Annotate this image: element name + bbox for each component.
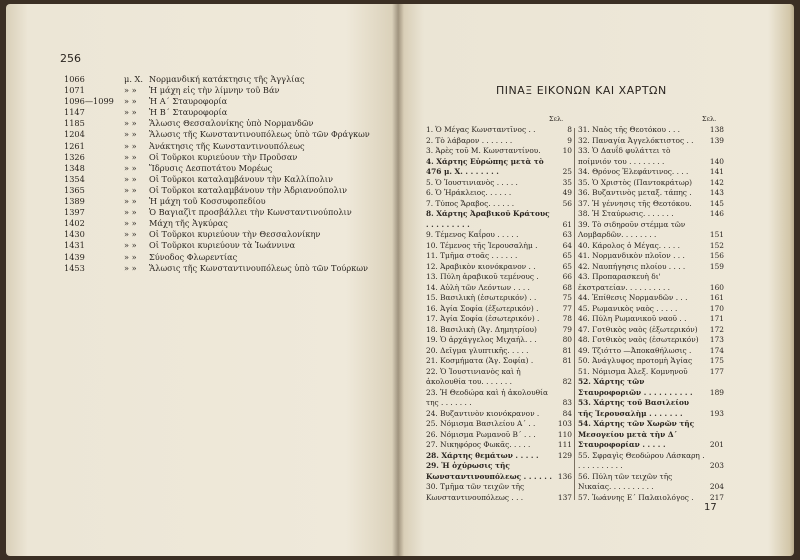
index-entry-page: 68 [562, 282, 572, 292]
index-column-2 [578, 125, 724, 503]
chronology-era: » » [124, 229, 137, 240]
chronology-year: 1147 [64, 107, 85, 118]
index-entry-title: 20. Δεῖγμα γλυπτικῆς. . . . . [426, 345, 529, 355]
index-entry [578, 188, 724, 199]
index-entry [578, 451, 724, 472]
index-entry-page: 10 [562, 146, 572, 155]
index-entry-title: 8. Χάρτης Ἀραβικοῦ Κράτους . . . . . . . . . [426, 209, 550, 229]
index-entry-page: 82 [562, 377, 572, 386]
index-entry-page: 137 [557, 492, 572, 502]
index-entry-title: 48. Γοτθικὸς ναὸς (ἐσωτερικόν) [578, 335, 699, 344]
index-entry-title: 23. Ἡ Θεοδώρα καὶ ἡ ἀκολουθία της . . . . . . . [426, 387, 548, 407]
chronology-era: » » [124, 140, 137, 151]
index-entry-page: 81 [562, 345, 572, 355]
index-entry-title: 32. Παναγία Ἀγγελόκτιστος . . [578, 135, 694, 145]
index-entry-page: 83 [562, 398, 572, 407]
index-entry-page: 65 [562, 251, 572, 260]
index-entry-title: 28. Χάρτης θεμάτων . . . . . [426, 450, 539, 460]
index-entry [578, 146, 724, 167]
chronology-event: Ἡ Α΄ Σταυροφορία [149, 96, 228, 107]
chronology-year: 1402 [64, 218, 85, 229]
index-entry-page: 204 [709, 482, 724, 491]
index-entry [426, 157, 572, 178]
index-entry [426, 272, 572, 283]
chronology-era: » » [124, 162, 137, 173]
index-entry [578, 472, 724, 493]
index-entry-title: 1. Ὁ Μέγας Κωνσταντῖνος . . [426, 125, 536, 134]
index-entry [426, 430, 572, 441]
chronology-year: 1431 [64, 240, 85, 251]
index-entry-page: 170 [709, 303, 724, 313]
index-entry-page: 129 [557, 450, 572, 460]
index-entry-title: 40. Κάρολος ὁ Μέγας. . . . . [578, 240, 680, 250]
index-entry [426, 325, 572, 336]
index-entry-title: 5. Ὁ Ἰουστινιανὸς . . . . . [426, 177, 518, 187]
chronology-event: Σύνοδος Φλωρεντίας [149, 251, 238, 262]
chronology-year: 1453 [64, 262, 85, 273]
index-entry-page: 177 [709, 366, 724, 376]
chronology-era: » » [124, 107, 137, 118]
chronology-year: 1204 [64, 129, 85, 140]
chronology-row [64, 152, 384, 163]
index-entry-page: 161 [709, 293, 724, 302]
index-entry-title: 52. Χάρτης τῶν Σταυροφοριῶν . . . . . . . . . . [578, 377, 693, 397]
chronology-year: 1430 [64, 229, 85, 240]
index-entry-title: 49. Τζιόττο —Ἀποκαθήλωσις . [578, 345, 692, 355]
index-entry-title: 44. Ἐπίθεσις Νορμανδῶν . . . [578, 293, 688, 302]
index-entry-title: 37. Ἡ γέννησις τῆς Θεοτόκου. [578, 198, 692, 208]
index-entry [578, 136, 724, 147]
index-entry-page: 171 [709, 314, 724, 323]
chronology-year: 1071 [64, 85, 85, 96]
index-entry [426, 356, 572, 367]
index-entry-page: 217 [709, 492, 724, 502]
left-page-number: 256 [60, 52, 81, 65]
index-entry-page: 156 [709, 251, 724, 260]
index-entry-title: 38. Ἡ Σταύρωσις. . . . . . . [578, 209, 674, 218]
index-entry-title: 45. Ρωμανικὸς ναὸς . . . . . [578, 303, 678, 313]
index-entry-title: 51. Νόμισμα Ἀλεξ. Κομνηνοῦ [578, 366, 688, 376]
index-entry-title: 50. Ἀνάγλυφος προτομὴ Ἁγίας [578, 356, 693, 365]
chronology-row [64, 240, 384, 251]
chronology-era: » » [124, 173, 137, 184]
index-entry-page: 139 [709, 135, 724, 145]
index-entry-title: 22. Ὁ Ἰουστινιανὸς καὶ ἡ ἀκολουθία του. . . . . . . [426, 366, 521, 386]
index-entry-title: 9. Τέμενος Καΐρου . . . . . [426, 230, 519, 239]
index-entry [578, 325, 724, 336]
chronology-row [64, 129, 384, 140]
index-entry-page: 111 [557, 440, 572, 449]
index-entry-title: 24. Βυζαντινὸν κιονόκρανον . [426, 408, 540, 418]
index-entry [578, 125, 724, 136]
chronology-row [64, 141, 384, 152]
index-entry [426, 209, 572, 230]
index-entry-title: 4. Χάρτης Εὐρώπης μετὰ τὸ 476 μ. Χ. . . . . . . . [426, 156, 544, 176]
chronology-row [64, 196, 384, 207]
index-entry-title: 36. Βυζαντινὸς μεταξ. τάπης . [578, 188, 692, 197]
index-entry-title: 6. Ὁ Ἡράκλειος. . . . . . [426, 188, 512, 197]
index-entry [426, 283, 572, 294]
col1-header: Σελ. [549, 115, 564, 123]
chronology-year: 1096—1099 [64, 96, 114, 107]
index-entry-title: 26. Νόμισμα Ρωμανοῦ Β΄ . . . [426, 429, 536, 439]
index-entry [578, 209, 724, 220]
index-entry [426, 199, 572, 210]
chronology-row [64, 118, 384, 129]
index-entry-page: 110 [557, 429, 572, 439]
book-gutter [392, 4, 404, 556]
chronology-era: » » [124, 218, 137, 229]
index-entry-title: 13. Πύλη ἀραβικοῦ τεμένους . [426, 272, 539, 281]
index-entry-page: 66 [562, 272, 572, 281]
chronology-event: Ὁ Βαγιαζὶτ προσβάλλει τὴν Κωνσταντινούπολιν [149, 207, 352, 218]
index-entry-page: 201 [709, 440, 724, 449]
index-entry [578, 493, 724, 504]
open-book [6, 4, 794, 556]
index-entry-title: 15. Βασιλικὴ (ἐσωτερικόν) . . [426, 293, 537, 302]
index-entry-page: 84 [562, 408, 572, 418]
index-entry-page: 103 [557, 419, 572, 428]
index-entry-title: 14. Αὐλὴ τῶν Λεόντων . . . . [426, 282, 530, 292]
index-entry-title: 25. Νόμισμα Βασιλείου Α΄ . . [426, 419, 536, 428]
index-entry-page: 75 [562, 293, 572, 302]
chronology-row [64, 207, 384, 218]
index-entry-title: 53. Χάρτης τοῦ Βασιλείου τῆς Ἱερουσαλὴμ . . . . . . . [578, 398, 690, 418]
index-entry [426, 482, 572, 503]
index-entry [426, 314, 572, 325]
index-entry [426, 262, 572, 273]
index-entry-page: 142 [709, 177, 724, 187]
index-entry-page: 203 [709, 461, 724, 470]
chronology-event: Νορμανδική κατάκτησις τῆς Ἀγγλίας [149, 74, 305, 84]
chronology-list [64, 74, 384, 274]
index-entry-page: 63 [562, 230, 572, 239]
chronology-era: » » [124, 251, 137, 262]
index-entry [426, 419, 572, 430]
index-entry [426, 335, 572, 346]
chronology-era: » » [124, 207, 137, 218]
index-entry-page: 172 [709, 324, 724, 334]
index-entry-title: 31. Ναὸς τῆς Θεοτόκου . . . [578, 125, 681, 134]
index-entry [426, 346, 572, 357]
chronology-year: 1365 [64, 184, 85, 195]
chronology-era: » » [124, 85, 137, 96]
chronology-era: » » [124, 118, 137, 129]
index-entry-page: 35 [562, 177, 572, 187]
index-entry-page: 56 [562, 198, 572, 208]
chronology-row [64, 185, 384, 196]
index-entry-title: 30. Τμῆμα τῶν τειχῶν τῆς Κωνσταντινουπόλεως . . . [426, 482, 525, 502]
index-entry [578, 220, 724, 241]
index-entry-title: 29. Ἡ ὀχύρωσις τῆς Κωνσταντινουπόλεως . . . . . . [426, 461, 552, 481]
chronology-year: 1348 [64, 162, 85, 173]
chronology-event: Ἡ μάχη τοῦ Κοσσυφοπεδίου [149, 196, 266, 207]
chronology-row [64, 263, 384, 274]
chronology-event: Οἱ Τοῦρκοι καταλαμβάνουν τὴν Ἀδριανούπολιν [149, 184, 348, 195]
index-entry-page: 81 [562, 356, 572, 365]
index-entry-title: 54. Χάρτης τῶν Χωρῶν τῆς Μεσογείου μετὰ τὴν Δ΄ Σταυροφορίαν . . . . . [578, 419, 695, 449]
chronology-row [64, 174, 384, 185]
index-entry-title: 43. Προπαρασκευὴ δι' ἐκστρατείαν. . . . . . . . . . [578, 272, 670, 292]
index-entry-page: 25 [562, 167, 572, 176]
index-column-1 [426, 125, 572, 503]
index-entry [578, 346, 724, 357]
index-entry-title: 18. Βασιλικὴ (Ἁγ. Δημητρίου) [426, 324, 537, 334]
index-entry [426, 451, 572, 462]
chronology-row [64, 163, 384, 174]
chronology-event: Ἀνάκτησις τῆς Κωνσταντινουπόλεως [149, 140, 305, 151]
index-entry [426, 440, 572, 451]
chronology-row [64, 96, 384, 107]
index-entry [426, 188, 572, 199]
chronology-year: 1261 [64, 140, 85, 151]
index-entry-title: 2. Τὸ λάβαρον . . . . . . . [426, 135, 513, 145]
index-entry-title: 33. Ὁ Δαυΐδ φυλάττει τὸ ποίμνιόν του . . . . . . . . [578, 146, 671, 166]
index-entry-page: 65 [562, 261, 572, 271]
chronology-era: » » [124, 184, 137, 195]
index-entry [578, 304, 724, 315]
index-entry-page: 145 [709, 198, 724, 208]
index-entry [426, 146, 572, 157]
chronology-row [64, 107, 384, 118]
chronology-era: » » [124, 196, 137, 207]
index-entry-page: 189 [709, 387, 724, 397]
index-entry-page: 78 [562, 314, 572, 323]
index-entry-title: 47. Γοτθικὸς ναὸς (ἐξωτερικόν) [578, 324, 698, 334]
index-entry [426, 241, 572, 252]
chronology-era: » » [124, 129, 137, 140]
index-entry [578, 377, 724, 398]
index-entry-title: 56. Πύλη τῶν τειχῶν τῆς Νικαίας. . . . . . . . . . [578, 471, 673, 491]
index-entry [578, 419, 724, 451]
index-entry-page: 49 [562, 188, 572, 197]
chronology-event: Οἱ Τοῦρκοι κυριεύουν τὴν Θεσσαλονίκην [149, 229, 321, 240]
index-entry-title: 55. Σφραγὶς Θεοδώρου Λάσκαρη . . . . . . . . . . . [578, 450, 705, 470]
index-entry-page: 159 [709, 261, 724, 271]
index-entry-page: 152 [709, 240, 724, 250]
index-entry-title: 19. Ὁ ἀρχάγγελος Μιχαήλ. . . [426, 335, 537, 344]
index-entry-title: 46. Πύλη Ρωμανικοῦ ναοῦ . . [578, 314, 687, 323]
index-entry-page: 143 [709, 188, 724, 197]
index-entry [578, 167, 724, 178]
left-page [6, 4, 398, 556]
index-entry [426, 136, 572, 147]
index-entry-title: 3. Ἀρὲς τοῦ Μ. Κωνσταντίνου. [426, 146, 541, 155]
chronology-era: » » [124, 151, 137, 162]
index-entry-page: 140 [709, 156, 724, 166]
index-entry-title: 34. Θρόνος Ἐλεφάντινος. . . . [578, 167, 689, 176]
chronology-event: Ἅλωσις τῆς Κωνσταντινουπόλεως ὑπὸ τῶν Τούρκων [149, 262, 368, 273]
index-entry [426, 178, 572, 189]
chronology-row [64, 252, 384, 263]
index-entry-title: 39. Τὸ σιδηροῦν στέμμα τῶν Λομβαρδῶν. . . . . . . . [578, 219, 686, 239]
chronology-era: » » [124, 262, 137, 273]
index-entry [578, 272, 724, 293]
index-entry-page: 79 [562, 324, 572, 334]
index-entry-page: 8 [567, 125, 572, 134]
chronology-year: 1397 [64, 207, 85, 218]
index-entry-page: 175 [709, 356, 724, 365]
chronology-event: Ἡ Β΄ Σταυροφορία [149, 107, 228, 118]
index-entry [578, 241, 724, 252]
index-entry-title: 27. Νικηφόρος Φωκᾶς. . . . . [426, 440, 531, 449]
index-entry-title: 41. Νορμανδικὸν πλοῖον . . . [578, 251, 685, 260]
index-entry-page: 160 [709, 282, 724, 292]
index-entry-title: 17. Ἁγία Σοφία (ἐσωτερικόν) . [426, 314, 540, 323]
index-entry [578, 335, 724, 346]
index-entry [426, 230, 572, 241]
index-entry-title: 10. Τέμενος τῆς Ἱερουσαλὴμ . [426, 240, 538, 250]
index-entry-page: 61 [562, 219, 572, 229]
chronology-event: Οἱ Τοῦρκοι κυριεύουν τὴν Προῦσαν [149, 151, 298, 162]
index-entry [426, 388, 572, 409]
index-entry [426, 461, 572, 482]
index-entry [426, 304, 572, 315]
index-entry [578, 178, 724, 189]
index-entry-title: 16. Ἁγία Σοφία (ἐξωτερικόν) . [426, 303, 539, 313]
index-entry-page: 77 [562, 303, 572, 313]
index-entry-title: 42. Ναυπήγησις πλοίου . . . . [578, 261, 686, 271]
index-entry-page: 141 [709, 167, 724, 176]
chronology-event: Ἵδρυσις Δεσποτάτου Μορέως [149, 162, 273, 173]
index-entry-title: 57. Ἰωάννης Ε΄ Παλαιολόγος . [578, 492, 694, 502]
chronology-year: 1326 [64, 151, 85, 162]
index-entry [426, 367, 572, 388]
index-entry [578, 314, 724, 325]
index-entry [578, 356, 724, 367]
chronology-row [64, 85, 384, 96]
chronology-era: μ. Χ. [124, 74, 143, 84]
index-entry-page: 136 [557, 471, 572, 481]
chronology-year: 1439 [64, 251, 85, 262]
column-divider [574, 128, 575, 500]
chronology-era: » » [124, 240, 137, 251]
index-entry-page: 151 [709, 230, 724, 239]
index-entry-page: 174 [709, 345, 724, 355]
right-page-number: 17 [704, 502, 717, 513]
index-entry-page: 193 [709, 408, 724, 418]
index-entry [578, 293, 724, 304]
chronology-year: 1066 [64, 74, 85, 84]
index-entry-page: 64 [562, 240, 572, 250]
index-entry-page: 138 [709, 125, 724, 134]
chronology-event: Μάχη τῆς Ἀγκύρας [149, 218, 228, 229]
chronology-year: 1389 [64, 196, 85, 207]
index-entry [426, 409, 572, 420]
index-entry [426, 125, 572, 136]
index-entry-title: 12. Ἀραβικὸν κιονόκρανον . . [426, 261, 536, 271]
index-entry [578, 398, 724, 419]
col2-header: Σελ. [702, 115, 717, 123]
index-entry [426, 293, 572, 304]
index-entry [578, 251, 724, 262]
chronology-row [64, 74, 384, 85]
chronology-event: Ἡ μάχη εἰς τὴν λίμνην τοῦ Βάν [149, 85, 280, 96]
index-entry [426, 251, 572, 262]
index-entry-title: 35. Ὁ Χριστὸς (Παντοκράτωρ) [578, 177, 693, 187]
index-entry [578, 367, 724, 378]
index-entry [578, 262, 724, 273]
index-entry-page: 80 [562, 335, 572, 344]
index-entry [578, 199, 724, 210]
index-entry-title: 11. Τμῆμα στοᾶς . . . . . . [426, 251, 518, 260]
index-entry-page: 146 [709, 209, 724, 218]
index-title: ΠΙΝΑΞ ΕΙΚΟΝΩΝ ΚΑΙ ΧΑΡΤΩΝ [496, 84, 667, 97]
index-entry-title: 7. Τύπος Ἄραβος. . . . . . [426, 198, 515, 208]
chronology-event: Ἅλωσις Θεσσαλονίκης ὑπὸ Νορμανδῶν [149, 118, 314, 129]
chronology-year: 1354 [64, 173, 85, 184]
chronology-event: Οἱ Τοῦρκοι καταλαμβάνουν τὴν Καλλίπολιν [149, 173, 333, 184]
chronology-event: Ἅλωσις τῆς Κωνσταντινουπόλεως ὑπὸ τῶν Φράγκων [149, 129, 370, 140]
chronology-year: 1185 [64, 118, 85, 129]
chronology-era: » » [124, 96, 137, 107]
chronology-event: Οἱ Τοῦρκοι κυριεύουν τὰ Ἰωάννινα [149, 240, 296, 251]
index-entry-page: 173 [709, 335, 724, 344]
chronology-row [64, 218, 384, 229]
chronology-row [64, 229, 384, 240]
index-entry-page: 9 [567, 135, 572, 145]
index-entry-title: 21. Κοσμήματα (Ἁγ. Σοφία) . [426, 356, 534, 365]
